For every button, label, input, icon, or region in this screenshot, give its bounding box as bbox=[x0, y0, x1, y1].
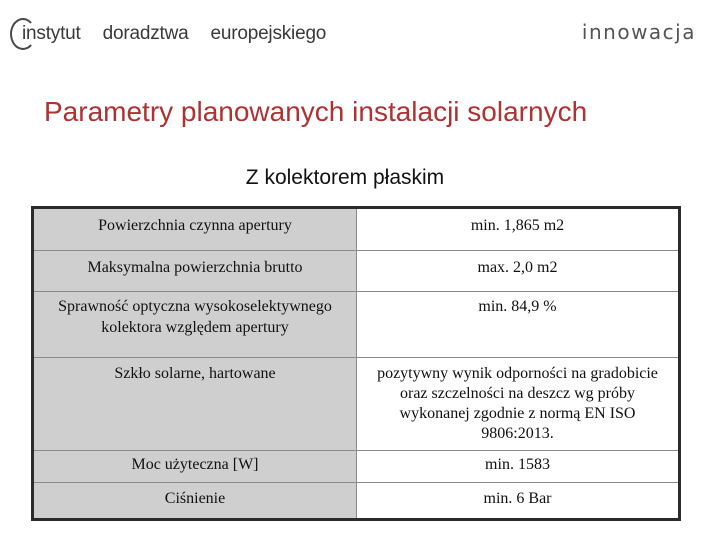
slide-title: Parametry planowanych instalacji solarnych bbox=[44, 96, 588, 127]
row-value: pozytywny wynik odporności na gradobicie oraz szczelności na deszcz wg próby wykonanej zgodnie z normą EN ISO 9806:2013. bbox=[357, 358, 680, 451]
row-label: Ciśnienie bbox=[33, 483, 357, 520]
table-row bbox=[33, 208, 680, 251]
slide-subtitle: Z kolektorem płaskim bbox=[245, 166, 445, 189]
row-label: Sprawność optyczna wysokoselektywnego kolektora względem apertury bbox=[33, 292, 357, 358]
row-value: min. 1583 bbox=[357, 451, 680, 483]
table-row bbox=[33, 292, 680, 358]
logo-word-3: europejskiego bbox=[210, 23, 327, 44]
row-label: Maksymalna powierzchnia brutto bbox=[33, 251, 357, 292]
table-row bbox=[33, 358, 680, 451]
row-value: min. 84,9 % bbox=[357, 292, 680, 358]
logo-innowacja: innowacja bbox=[581, 20, 696, 44]
row-label: Powierzchnia czynna apertury bbox=[33, 208, 357, 251]
row-value: max. 2,0 m2 bbox=[357, 251, 680, 292]
parameters-table bbox=[31, 206, 681, 521]
table-row bbox=[33, 251, 680, 292]
row-value: min. 1,865 m2 bbox=[357, 208, 680, 251]
table-row bbox=[33, 451, 680, 483]
logo-word-1: instytut bbox=[22, 23, 81, 44]
table-row bbox=[33, 483, 680, 520]
logo-instytut-doradztwa-europejskiego bbox=[10, 14, 348, 54]
row-label: Moc użyteczna [W] bbox=[33, 451, 357, 483]
logo-word-2: doradztwa bbox=[102, 23, 189, 44]
row-label: Szkło solarne, hartowane bbox=[33, 358, 357, 451]
row-value: min. 6 Bar bbox=[357, 483, 680, 520]
